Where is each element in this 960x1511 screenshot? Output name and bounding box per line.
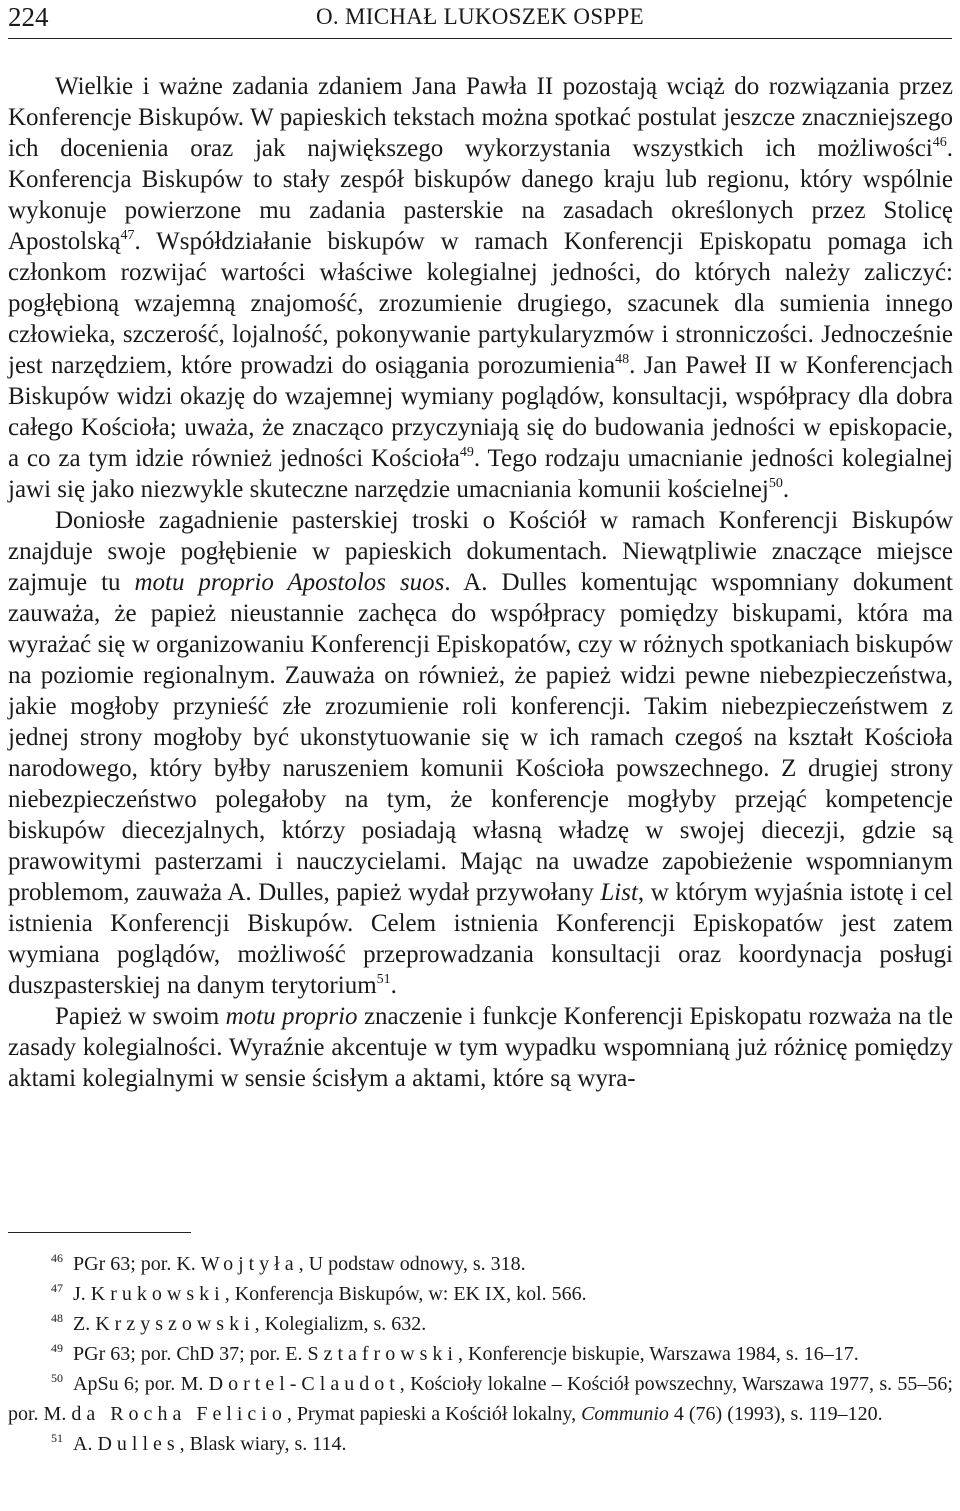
footnote-number: 48 xyxy=(51,1311,63,1325)
footnotes xyxy=(8,1249,953,1459)
footnote-separator xyxy=(8,1232,191,1233)
author-name: Dortel-Claudot xyxy=(208,1373,400,1395)
text-run: Doniosłe zagadnienie pasterskiej troski o Kościół w ramach Konferencji Biskupów znajduje swoje pogłębienie w papieskich dokumentach. Niewątpliwie znaczące miejsce zajmuje tu xyxy=(8,507,953,596)
text-run: . Konferencja Biskupów to stały zespół biskupów danego kraju lub regionu, który wspólnie wykonuje powierzone mu zadania pasterskie na zasadach określonych przez Stolicę Apostolską xyxy=(8,135,953,255)
text-run: J. xyxy=(73,1283,91,1305)
text-run: ApSu 6; por. M. xyxy=(73,1373,209,1395)
page-number: 224 xyxy=(8,2,49,32)
text-run: , Blask wiary, s. 114. xyxy=(179,1433,347,1455)
text-run: Papież w swoim xyxy=(55,1003,226,1030)
text-run: . Współdziałanie biskupów w ramach Konferencji Episkopatu pomaga ich członkom rozwijać wartości właściwe kolegialnej jedności, do których należy zaliczyć: pogłębioną wzajemną znajomość, zrozumienie drugiego, szacunek dla sumienia innego człowieka, szczerość, lojalność, pokonywanie partykularyzmów i stronniczości. Jednocześnie jest narzędziem, które prowadzi do osiągania porozumienia xyxy=(8,228,953,379)
text-run: znaczenie i funkcje Konferencji Episkopatu rozważa na tle zasady kolegialności. Wyraźnie akcentuje w tym wypadku wspomnianą już różnicę pomiędzy aktami kolegialnymi w sensie ścisłym a aktami, które są wyra- xyxy=(8,1003,954,1092)
author-name: Krukowski xyxy=(90,1283,225,1305)
author-name: Dulles xyxy=(97,1433,180,1455)
text-run: , Kolegializm, s. 632. xyxy=(254,1313,427,1335)
header-rule xyxy=(8,38,952,39)
footnote-ref: 46 xyxy=(932,135,947,150)
author-name: Wojtyła xyxy=(200,1253,299,1275)
footnote-ref: 47 xyxy=(120,228,135,243)
text-run: , Kościoły lokalne – Kościół powszechny, Warszawa 1977, s. 55–56; por. M. xyxy=(8,1373,953,1425)
text-run: Z. xyxy=(73,1313,96,1335)
footnote-number: 49 xyxy=(51,1341,63,1355)
italic-text: motu proprio Apostolos suos xyxy=(134,569,445,596)
footnote xyxy=(8,1429,953,1459)
footnote-ref: 50 xyxy=(768,476,783,491)
text-run: , U podstaw odnowy, s. 318. xyxy=(298,1253,526,1275)
text-run: , Prymat papieski a Kościół lokalny, xyxy=(286,1403,582,1425)
author-name: Krzyszowski xyxy=(95,1313,255,1335)
text-run: . xyxy=(390,972,397,999)
footnote xyxy=(8,1249,953,1279)
text-run: , w którym wyjaśnia istotę i cel istnienia Konferencji Biskupów. Celem istnienia Konferencji Episkopatów jest zatem wymiana poglądów, możliwość przeprowadzania konsultacji oraz koordynacja posługi duszpasterskiej na danym terytorium xyxy=(8,879,953,999)
footnote xyxy=(8,1369,953,1429)
footnote-ref: 49 xyxy=(459,445,474,460)
text-run: Wielkie i ważne zadania zdaniem Jana Pawła II pozostają wciąż do rozwiązania przez Konferencje Biskupów. W papieskich tekstach można spotkać postulat jeszcze znaczniejszego ich docenienia oraz jak największego wykorzystania wszystkich ich możliwości xyxy=(8,73,953,162)
text-run: . Jan Paweł II w Konferencjach Biskupów widzi okazję do wzajemnej wymiany poglądów, konsultacji, współpracy dla dobra całego Kościoła; uważa, że znacząco przyczyniają się do budowania jedności w episkopacie, a co za tym idzie również jedności Kościoła xyxy=(8,352,953,472)
text-run: . xyxy=(782,476,790,503)
footnote xyxy=(8,1279,953,1309)
text-run: , Konferencje biskupie, Warszawa 1984, s. 16–17. xyxy=(458,1343,859,1365)
footnote-number: 47 xyxy=(51,1281,63,1295)
footnote xyxy=(8,1309,953,1339)
text-run: 4 (76) (1993), s. 119–120. xyxy=(668,1403,883,1425)
author-name: da Rocha Felicio xyxy=(71,1403,287,1425)
author-name: Sztafrowski xyxy=(307,1343,458,1365)
text-run: , Konferencja Biskupów, w: EK IX, kol. 566. xyxy=(224,1283,587,1305)
footnote-number: 51 xyxy=(51,1431,63,1445)
footnote-ref: 51 xyxy=(376,972,391,987)
footnote-number: 46 xyxy=(51,1251,63,1265)
paragraph xyxy=(8,1001,953,1094)
footnote xyxy=(8,1339,953,1369)
italic-text: List xyxy=(600,879,638,906)
text-run: PGr 63; por. ChD 37; por. E. xyxy=(73,1343,308,1365)
text-run: . Tego rodzaju umacnianie jedności kolegialnej jawi się jako niezwykle skuteczne narzędzie umacniania komunii kościelnej xyxy=(8,445,953,503)
text-run: . A. Dulles komentując wspomniany dokument zauważa, że papież nieustannie zachęca do współpracy pomiędzy biskupami, która ma wyrażać się w organizowaniu Konferencji Episkopatów, czy w różnych spotkaniach biskupów na poziomie regionalnym. Zauważa on również, że papież widzi pewne niebezpieczeństwa, jakie mogłoby przynieść złe zrozumienie roli konferencji. Takim niebezpieczeństwem z jednej strony mogłoby być ukonstytuowanie się w ich ramach czegoś na kształt Kościoła narodowego, który byłby naruszeniem komunii Kościoła powszechnego. Z drugiej strony niebezpieczeństwo polegałoby na tym, że konferencje mogłyby przejąć kompetencje biskupów diecezjalnych, którzy posiadają własną władzę w swojej diecezji, gdzie są prawowitymi pasterzami i nauczycielami. Mając na uwadze zapobieżenie wspomnianym problemom, zauważa A. Dulles, papież wydał przywołany xyxy=(8,569,953,906)
running-head: O. MICHAŁ LUKOSZEK OSPPE xyxy=(316,4,644,29)
text-run: A. xyxy=(73,1433,98,1455)
footnote-number: 50 xyxy=(51,1371,63,1385)
paragraph xyxy=(8,505,953,1001)
page-header xyxy=(8,0,952,40)
footnote-ref: 48 xyxy=(615,352,630,367)
italic-text: motu proprio xyxy=(225,1003,358,1030)
body-text xyxy=(8,71,953,1094)
paragraph xyxy=(8,71,953,505)
text-run: PGr 63; por. K. xyxy=(73,1253,201,1275)
italic-text: Communio xyxy=(581,1403,669,1425)
